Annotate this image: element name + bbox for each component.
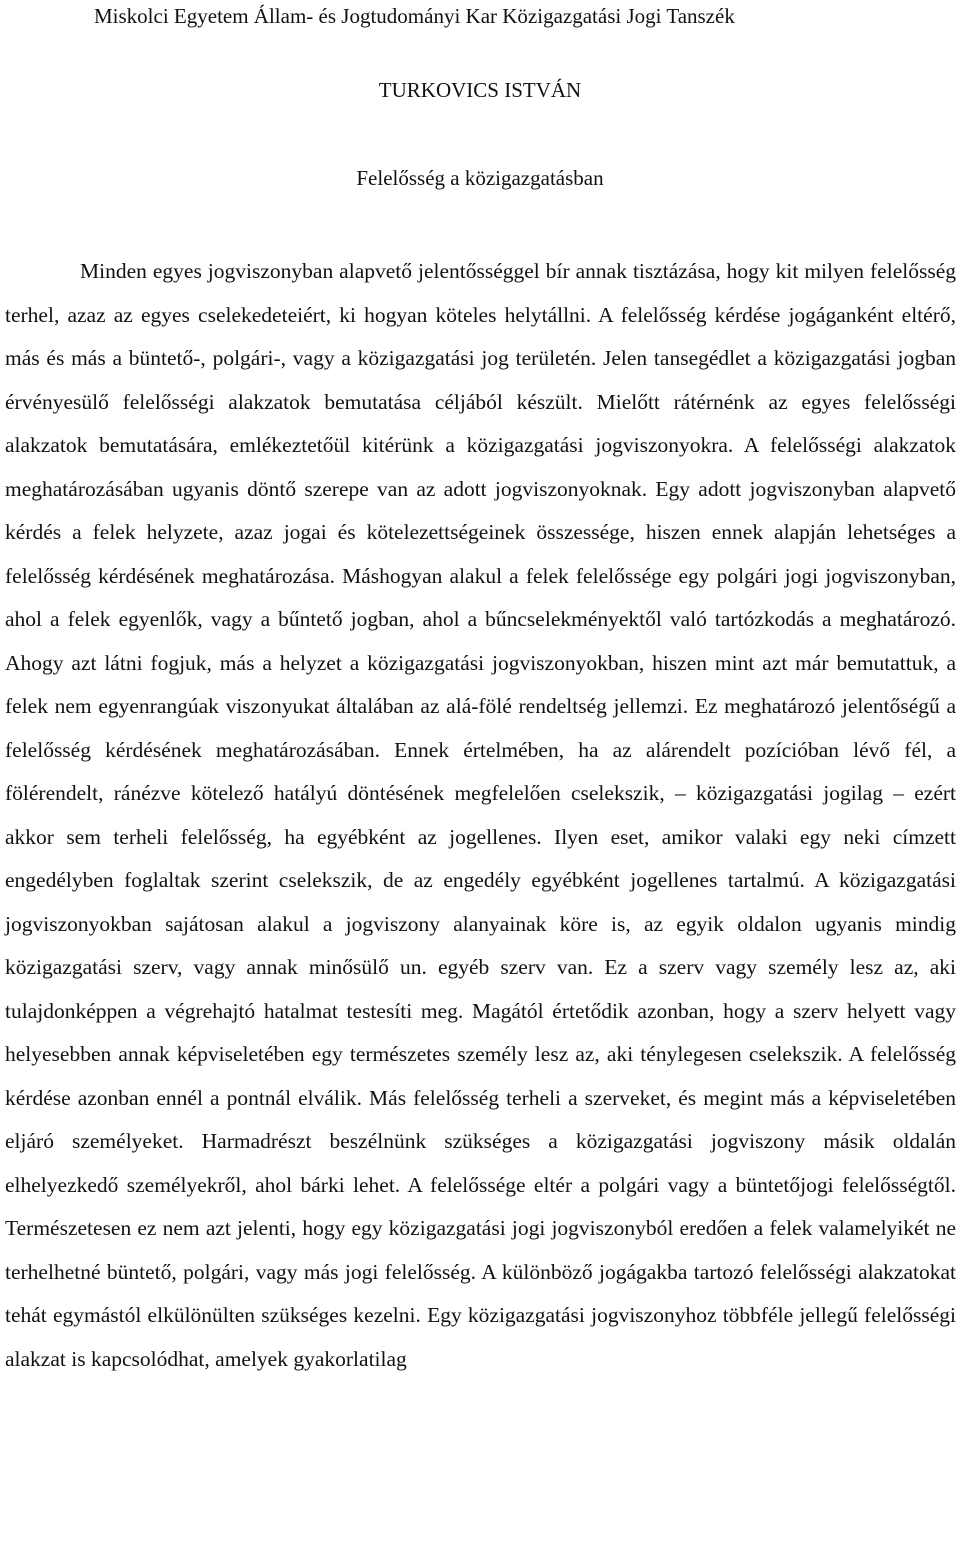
body-paragraph: Minden egyes jogviszonyban alapvető jelentősséggel bír annak tisztázása, hogy kit milyen felelősség terhel, azaz az egyes cselekedeteiért, ki hogyan köteles helytállni. A felelősség kérdése jogáganként eltérő, más és más a büntető-, polgári-, vagy a közigazgatási jog területén. Jelen tansegédlet a közigazgatási jogban érvényesülő felelősségi alakzatok bemutatása céljából készült. Mielőtt rátérnénk az egyes felelősségi alakzatok bemutatására, emlékeztetőül kitérünk a közigazgatási jogviszonyokra. A felelősségi alakzatok meghatározásában ugyanis döntő szerepe van az adott jogviszonyoknak. Egy adott jogviszonyban alapvető kérdés a felek helyzete, azaz jogai és kötelezettségeinek összessége, hiszen ennek alapján lehetséges a felelősség kérdésének meghatározása. Máshogyan alakul a felek felelőssége egy polgári jogi jogviszonyban, ahol a felek egyenlők, vagy a bűntető jogban, ahol a bűncselekményektől való tartózkodás a meghatározó. Ahogy azt látni fogjuk, más a helyzet a közigazgatási jogviszonyokban, hiszen mint azt már bemutattuk, a felek nem egyenrangúak viszonyukat általában az alá-fölé rendeltség jellemzi. Ez meghatározó jelentőségű a felelősség kérdésének meghatározásában. Ennek értelmében, ha az alárendelt pozícióban lévő fél, a fölérendelt, ránézve kötelező hatályú döntésének megfelelően cselekszik, – közigazgatási jogilag – ezért akkor sem terheli felelősség, ha egyébként az jogellenes. Ilyen eset, amikor valaki egy neki címzett engedélyben foglaltak szerint cselekszik, de az engedély egyébként jogellenes tartalmú. A közigazgatási jogviszonyokban sajátosan alakul a jogviszony alanyainak köre is, az egyik oldalon ugyanis mindig közigazgatási szerv, vagy annak minősülő un. egyéb szerv van. Ez a szerv vagy személy lesz az, aki tulajdonképpen a végrehajtó hatalmat testesíti meg. Magától értetődik azonban, hogy a szerv helyett vagy helyesebben annak képviseletében egy természetes személy lesz az, aki ténylegesen cselekszik. A felelősség kérdése azonban ennél a pontnál elválik. Más felelősség terheli a szerveket, és megint más a képviseletében eljáró személyeket. Harmadrészt beszélnünk szükséges a közigazgatási jogviszony másik oldalán elhelyezkedő személyekről, ahol bárki lehet. A felelőssége eltér a polgári vagy a büntetőjogi felelősségtől. Természetesen ez nem azt jelenti, hogy egy közigazgatási jogi jogviszonyból eredően a felek valamelyikét ne terhelhetné büntető, polgári, vagy más jogi felelősség. A különböző jogágakba tartozó felelősségi alakzatokat tehát egymástól elkülönülten szükséges kezelni. Egy közigazgatási jogviszonyhoz többféle jellegű felelősségi alakzat is kapcsolódhat, amelyek gyakorlatilag bbox=[5, 259, 956, 1371]
document-title: Felelősség a közigazgatásban bbox=[356, 166, 604, 190]
author-name: TURKOVICS ISTVÁN bbox=[378, 78, 582, 102]
institution-header: Miskolci Egyetem Állam- és Jogtudományi Kar Közigazgatási Jogi Tanszék bbox=[94, 4, 735, 28]
